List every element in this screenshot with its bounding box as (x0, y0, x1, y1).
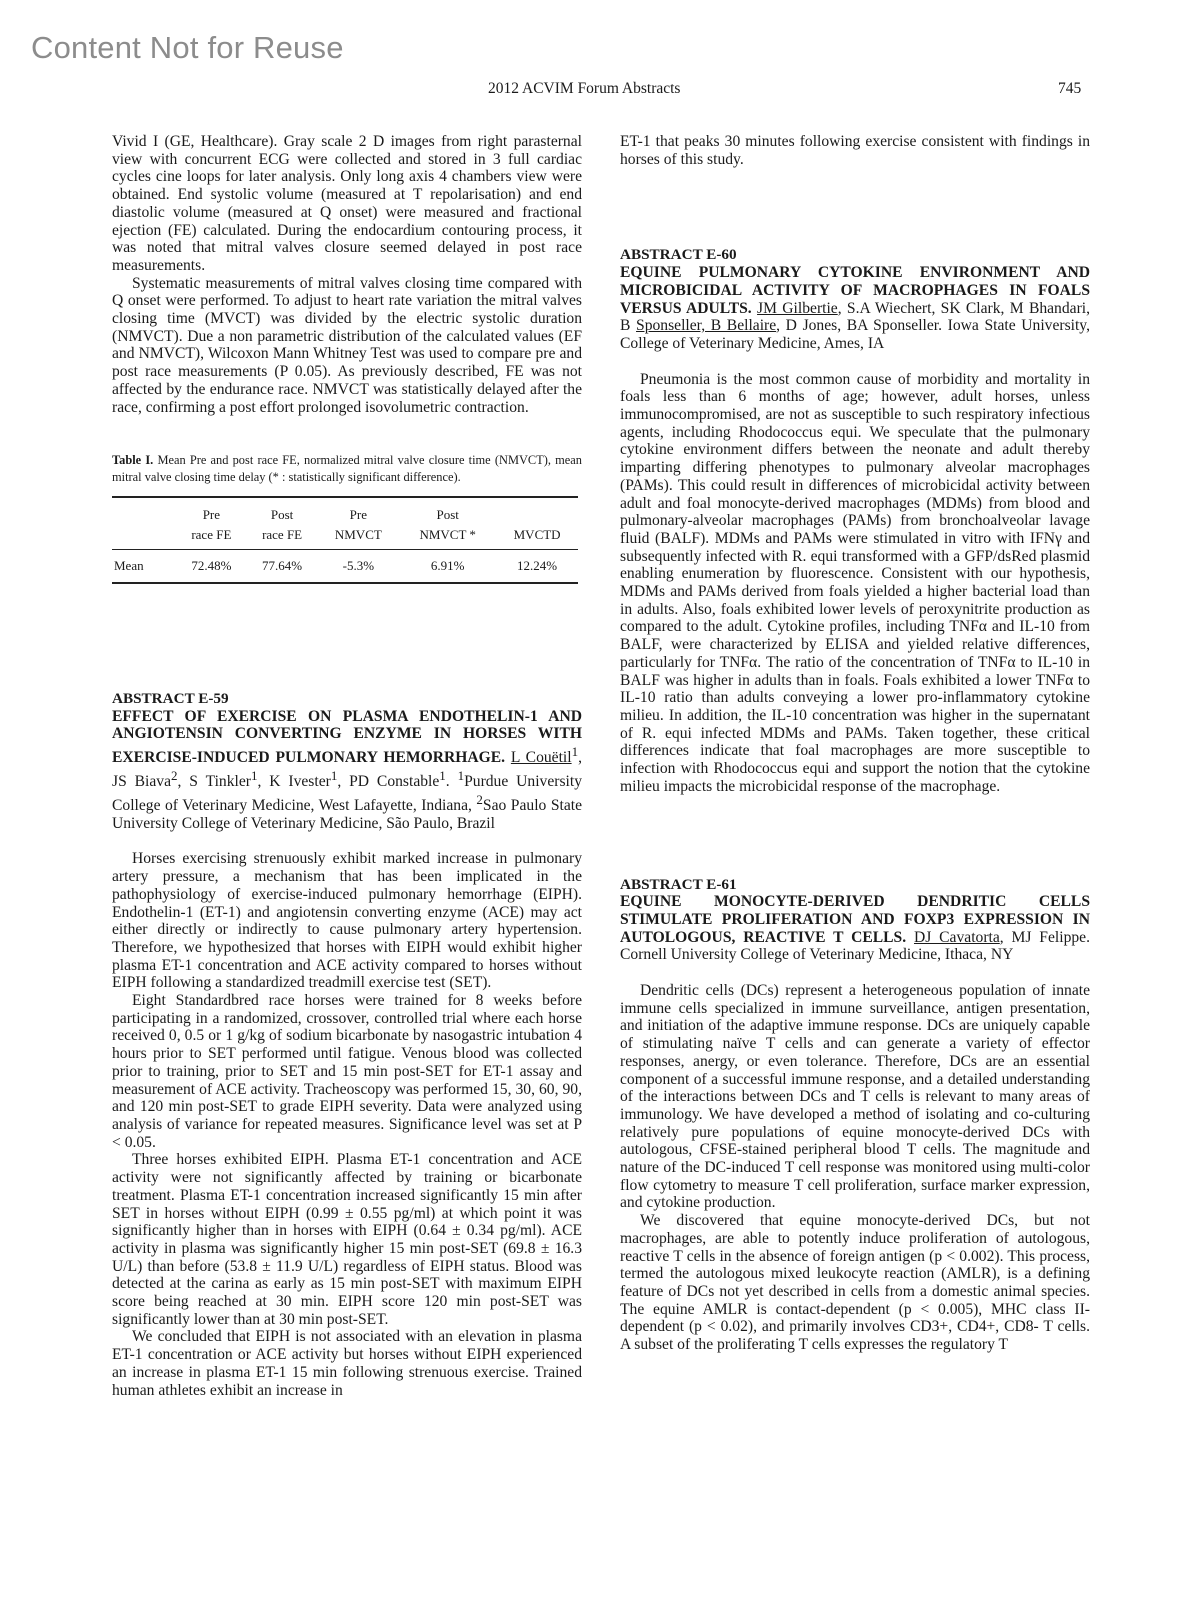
author-list: , MJ Felippe. Cornell University College of Veterinary Medicine, Ithaca, NY (620, 928, 1090, 964)
abstract-heading: ABSTRACT E-60 (620, 246, 737, 264)
table-header-cell: MVCTD (496, 497, 578, 550)
abstract-paragraph: We concluded that EIPH is not associated with an elevation in plasma ET-1 concentration or ACE activity but horses without EIPH experienced an increase in plasma ET-1 15 min following strenuous exercise. Trained human athletes exhibit an increase in (112, 1328, 582, 1399)
abstract-paragraph: Eight Standardbred race horses were trained for 8 weeks before participating in a randomized, crossover, controlled trial where each horse received 0, 0.5 or 1 g/kg of sodium bicarbonate by nasogastric intubation 4 hours prior to SET performed until fatigue. Venous blood was collected prior to training, prior to SET and 15 min post-SET for ET-1 assay and measurement of ACE activity. Tracheoscopy was performed 15, 30, 60, 90, and 120 min post-SET to grade EIPH severity. Data were analyzed using analysis of variance for repeated measures. Significance level was set at P < 0.05. (112, 992, 582, 1151)
abstract-title: EQUINE PULMONARY CYTOKINE ENVIRONMENT AND MICROBICIDAL ACTIVITY OF MACROPHAGES IN FOALS VERSUS ADULTS. (620, 264, 1090, 317)
table-cell: -5.3% (342, 558, 375, 574)
abstract-paragraph: We discovered that equine monocyte-derived DCs, but not macrophages, are able to potently induce proliferation of autologous, reactive T cells in the absence of foreign antigen (p < 0.002). This process, termed the autologous mixed leukocyte reaction (AMLR), is a defining feature of DCs not yet described in cells from a domestic animal species. The equine AMLR is contact-dependent (p < 0.005), MHC class II-dependent (p < 0.02), and primarily involves CD3+, CD4+, CD8- T cells. A subset of the proliferating T cells expresses the regulatory T (620, 1212, 1090, 1354)
abstract-paragraph: Dendritic cells (DCs) represent a heterogeneous population of innate immune cells specialized in immune surveillance, antigen presentation, and initiation of the adaptive immune response. DCs are uniquely capable of stimulating naïve T cells and can generate a variety of effector responses, anergy, or even tolerance. Therefore, DCs are an essential component of a successful immune response, and a detailed understanding of the interactions between DCs and T cells is relevant to many areas of immunology. We have developed a method of isolating and co-culturing relatively pure populations of equine monocyte-derived DCs with autologous, CFSE-stained peripheral blood T cells. The magnitude and nature of the DC-induced T cell response was monitored using multi-color flow cytometry to measure T cell proliferation, surface marker expression, and cytokine production. (620, 982, 1090, 1212)
watermark: Content Not for Reuse (31, 30, 344, 65)
presenting-author: JM Gilbertie (757, 299, 838, 317)
table-caption (112, 452, 582, 486)
left-column (112, 133, 582, 1399)
continuation-paragraph: ET-1 that peaks 30 minutes following exercise consistent with findings in horses of this study. (620, 133, 1090, 168)
abstract-title-block (620, 264, 1090, 353)
author-list: , D Jones, BA Sponseller. Iowa State University, College of Veterinary Medicine, Ames, IA (620, 317, 1090, 352)
table-header-cell: Post NMVCT * (399, 497, 496, 550)
abstract-heading: ABSTRACT E-59 (112, 689, 229, 707)
author-list: , JS Biava (112, 749, 582, 791)
continuation-paragraph: Systematic measurements of mitral valves closing time compared with Q onset were performed. To adjust to heart rate variation the mitral valves closing time (MVCT) was divided by the electric systolic duration (NMVCT). Due a non parametric distribution of the calculated values (EF and NMVCT), Wilcoxon Mann Whitney Test was used to compare pre and post race measurements (P 0.05). As previously described, FE was not affected by the endurance race. NMVCT was statistically delayed after the race, confirming a post effort prolonged isovolumetric contraction. (112, 274, 582, 416)
author-list: , S.A Wiechert, SK Clark, M Bhandari, B (620, 299, 1090, 335)
affiliation: Purdue University College of Veterinary Medicine, West Lafayette, Indiana, (112, 773, 582, 815)
abstract-title: EQUINE MONOCYTE-DERIVED DENDRITIC CELLS STIMULATE PROLIFERATION AND FOXP3 EXPRESSION IN AUTOLOGOUS, REACTIVE T CELLS. (620, 893, 1090, 946)
table-row (112, 550, 578, 583)
presenting-author: L Couëtil (510, 749, 572, 767)
page-number: 745 (1058, 80, 1082, 97)
abstract-title: EFFECT OF EXERCISE ON PLASMA ENDOTHELIN-1 AND ANGIOTENSIN CONVERTING ENZYME IN HORSES WITH EXERCISE-INDUCED PULMONARY HEMORRHAGE. (112, 707, 582, 767)
table-header-cell: Pre NMVCT (317, 497, 399, 550)
abstract-paragraph: Three horses exhibited EIPH. Plasma ET-1 concentration and ACE activity were not significantly affected by training or bicarbonate treatment. Plasma ET-1 concentration increased significantly 15 min after SET in horses without EIPH (0.99 ± 0.55 pg/ml) at which point it was significantly higher than in horses with EIPH (0.64 ± 0.34 pg/ml). ACE activity in plasma was significantly higher 15 min post-SET (69.8 ± 16.3 U/L) than before (53.8 ± 11.9 U/L) regardless of EIPH status. Blood was detected at the carina as early as 15 min post-SET with maximum EIPH score being reached at 30 min. EIPH score 120 min post-SET was significantly lower than at 30 min post-SET. (112, 1151, 582, 1328)
presenting-author: Sponseller, B Bellaire (636, 317, 777, 335)
table-header-cell: Post race FE (247, 497, 318, 550)
affiliation: Sao Paulo State University College of Veterinary Medicine, São Paulo, Brazil (112, 797, 583, 832)
table-header-cell (112, 497, 176, 550)
table-cell: 12.24% (517, 558, 558, 574)
table-caption-label: Table I. (112, 453, 154, 468)
table-caption-text: Mean Pre and post race FE, normalized mitral valve closure time (NMVCT), mean mitral valve closing time delay (* : statistically significant difference). (112, 453, 582, 485)
abstract-title-block (620, 893, 1090, 964)
table-header-row (112, 497, 578, 550)
presenting-author: DJ Cavatorta (913, 928, 1000, 946)
table-header-cell: Pre race FE (176, 497, 247, 550)
running-title: 2012 ACVIM Forum Abstracts (488, 80, 681, 97)
results-table (112, 496, 578, 584)
right-column (620, 133, 1090, 1354)
abstract-heading: ABSTRACT E-61 (620, 875, 737, 893)
table-cell: 77.64% (262, 558, 303, 574)
table-cell: 6.91% (430, 558, 465, 574)
continuation-paragraph: Vivid I (GE, Healthcare). Gray scale 2 D images from right parasternal view with concurrent ECG were collected and stored in 3 full cardiac cycles cine loops for later analysis. Only long axis 4 chambers view were obtained. End systolic volume (measured at T repolarisation) and end diastolic volume (measured at Q onset) were measured and fractional ejection (FE) calculated. During the endocardium contouring process, it was noted that mitral valves closure seemed delayed in post race measurements. (112, 133, 582, 274)
table-cell: 72.48% (191, 558, 232, 574)
abstract-paragraph: Pneumonia is the most common cause of morbidity and mortality in foals less than 6 months of age; however, adult horses, unless immunocompromised, are not as susceptible to such respiratory infectious agents, including Rhodococcus equi. We speculate that the pulmonary cytokine environment differs between the neonate and adult thereby imparting differing phenotypes to pulmonary alveolar macrophages (PAMs). This could result in differences of microbicidal activity between adult and foal monocyte-derived macrophages (MDMs) from blood and pulmonary-alveolar macrophages (PAMs) from bronchoalveolar lavage fluid (BALF). MDMs and PAMs were stimulated in vitro with IFNγ and subsequently infected with R. equi transformed with a GFP/dsRed plasmid enabling enumeration by fluorescence. Consistent with our hypothesis, MDMs and PAMs derived from foals yielded a higher bacterial load than in adults. Also, foals exhibited lower levels of peroxynitrite production as compared to the adult. Cytokine profiles, including TNFα and IL-10 from BALF, were characterized by ELISA and yielded relative differences, particularly for TNFα. The ratio of the concentration of TNFα to IL-10 in BALF was higher in adults than in foals. Foals exhibited a lower TNFα to IL-10 ratio than adults conveying a lower pro-inflammatory cytokine milieu. In addition, the IL-10 concentration was higher in the supernatant of R. equi infected MDMs and PAMs. Taken together, these critical differences indicate that foal macrophages are more susceptible to infection with Rhodococcus equi and support the notion that the cytokine milieu impacts the microbicidal response of the macrophage. (620, 370, 1090, 795)
table-cell: Mean (114, 558, 144, 574)
abstract-paragraph: Horses exercising strenuously exhibit marked increase in pulmonary artery pressure, a mechanism that has been implicated in the pathophysiology of exercise-induced pulmonary hemorrhage (EIPH). Endothelin-1 (ET-1) and angiotensin converting enzyme (ACE) may act either directly or indirectly to cause pulmonary artery hypertension. Therefore, we hypothesized that horses with EIPH would exhibit higher plasma ET-1 concentration and ACE activity compared to horses without EIPH following a standardized treadmill exercise test (SET). (112, 850, 582, 992)
abstract-title-block: EFFECT OF EXERCISE ON PLASMA ENDOTHELIN-1 AND ANGIOTENSIN CONVERTING ENZYME IN HORSES WITH EXERCISE-INDUCED PULMONARY HEMORRHAGE. L Couëtil$^1$, JS Biava$^2$, S Tinkler$^1$, K Ivester$^1$, PD Constable$^1$. $^1$Purdue University College of Veterinary Medicine, West Lafayette, Indiana, $^2$Sao Paulo State University College of Veterinary Medicine, São Paulo, Brazil (112, 707, 583, 832)
